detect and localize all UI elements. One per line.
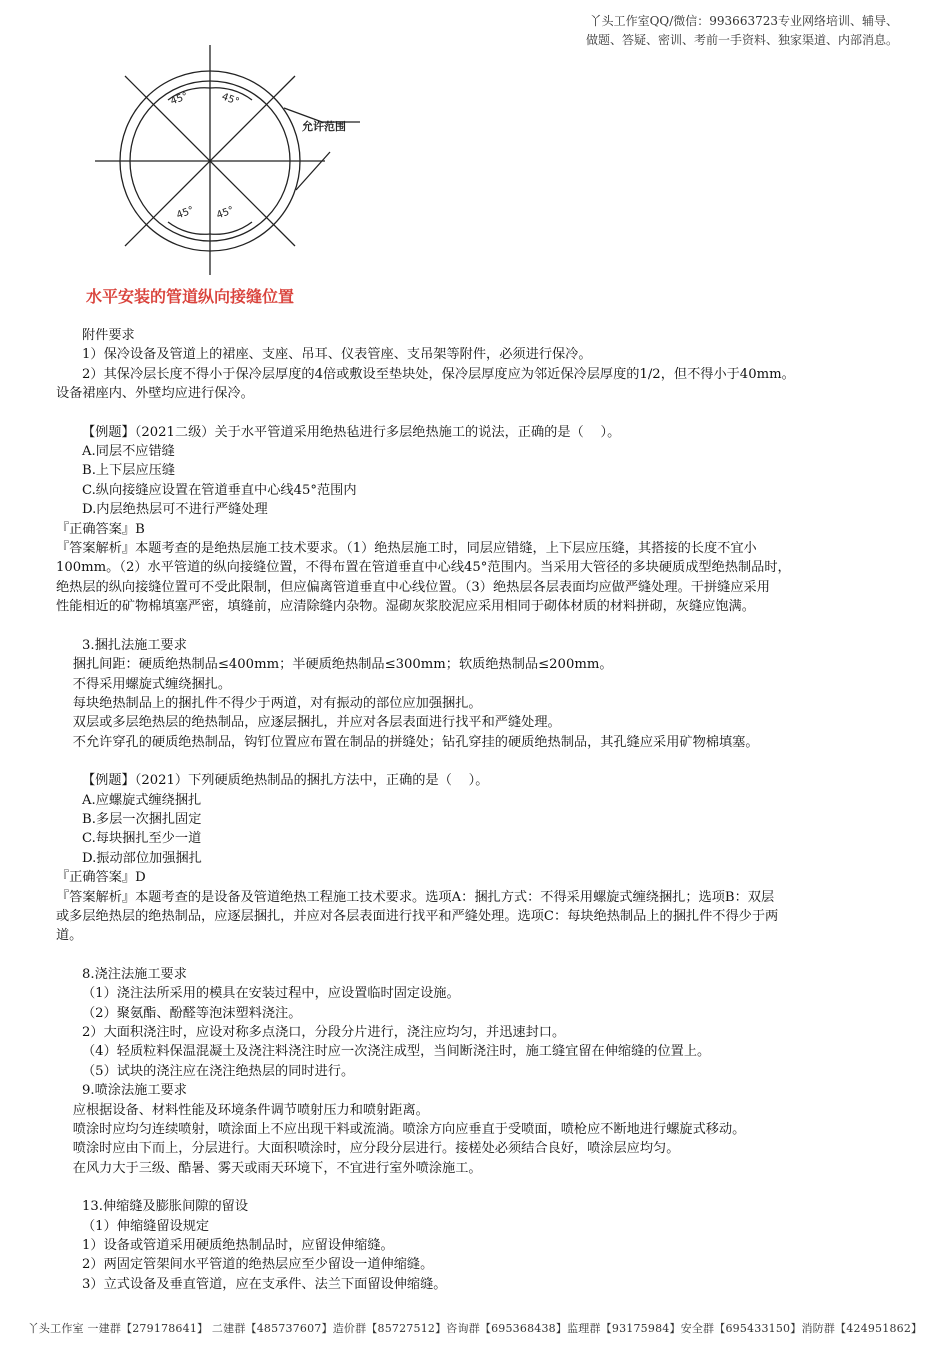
- paragraph: 每块绝热制品上的捆扎件不得少于两道，对有振动的部位应加强捆扎。: [56, 695, 482, 711]
- document-body: [56, 326, 896, 1294]
- paragraph: 或多层绝热层的绝热制品，应逐层捆扎，并应对各层表面进行找平和严缝处理。选项C：每块绝热制品上的捆扎件不得少于两: [56, 908, 779, 924]
- paragraph: 8.浇注法施工要求: [82, 966, 187, 982]
- paragraph: 喷涂时应均匀连续喷射，喷涂面上不应出现干料或流淌。喷涂方向应垂直于受喷面，喷枪应不断地进行螺旋式移动。: [56, 1122, 746, 1138]
- paragraph-gap: [56, 617, 896, 636]
- paragraph: 13.伸缩缝及膨胀间隙的留设: [82, 1199, 249, 1215]
- paragraph: 2）其保冷层长度不得小于保冷层厚度的4倍或敷设至垫块处，保冷层厚度应为邻近保冷层厚度的1/2，但不得小于40mm。: [82, 366, 795, 382]
- header-note: [538, 12, 898, 50]
- header-line-1: 丫头工作室QQ/微信：993663723专业网络培训、辅导、: [589, 14, 898, 28]
- paragraph: 【例题】（2021）下列硬质绝热制品的捆扎方法中，正确的是（ ）。: [82, 773, 489, 789]
- paragraph-gap: [56, 752, 896, 771]
- leader-line-2: [296, 152, 330, 190]
- paragraph: 不允许穿孔的硬质绝热制品，钩钉位置应布置在制品的拼缝处；钻孔穿挂的硬质绝热制品，其孔缝应采用矿物棉填塞。: [56, 734, 759, 750]
- paragraph: 2）两固定管架间水平管道的绝热层应至少留设一道伸缩缝。: [82, 1257, 434, 1273]
- paragraph: B.上下层应压缝: [82, 463, 176, 479]
- paragraph: 1）保冷设备及管道上的裙座、支座、吊耳、仪表管座、支吊架等附件，必须进行保冷。: [82, 347, 592, 363]
- paragraph: 性能相近的矿物棉填塞严密，填缝前，应清除缝内杂物。湿砌灰浆胶泥应采用相同于砌体材质的材料拼砌，灰缝应饱满。: [56, 599, 755, 615]
- paragraph: （1）浇注法所采用的模具在安装过程中，应设置临时固定设施。: [82, 986, 460, 1002]
- paragraph: D.内层绝热层可不进行严缝处理: [82, 502, 268, 518]
- angle-label-bottom-left: 45°: [175, 204, 196, 222]
- header-line-2: 做题、答疑、密训、考前一手资料、独家渠道、内部消息。: [585, 33, 898, 47]
- paragraph: 不得采用螺旋式缠绕捆扎。: [56, 676, 232, 692]
- paragraph: 『答案解析』本题考查的是绝热层施工技术要求。（1）绝热层施工时，同层应错缝，上下层应压缝，其搭接的长度不宜小: [56, 541, 757, 557]
- paragraph: （4）轻质粒料保温混凝土及浇注料浇注时应一次浇注成型，当间断浇注时，施工缝宜留在伸缩缝的位置上。: [82, 1044, 711, 1060]
- paragraph: 2）大面积浇注时，应设对称多点浇口，分段分片进行，浇注应均匀，并迅速封口。: [82, 1025, 566, 1040]
- paragraph: 1）设备或管道采用硬质绝热制品时，应留设伸缩缝。: [82, 1238, 394, 1254]
- paragraph: 3.捆扎法施工要求: [82, 637, 187, 653]
- paragraph: A.同层不应错缝: [82, 444, 175, 460]
- paragraph-gap: [56, 1178, 896, 1197]
- angle-label-top-left: 45°: [169, 90, 190, 108]
- paragraph: C.纵向接缝应设置在管道垂直中心线45°范围内: [82, 482, 357, 498]
- paragraph: 附件要求: [82, 328, 135, 343]
- allowed-range-label: 允许范围: [302, 120, 346, 133]
- paragraph: 应根据设备、材料性能及环境条件调节喷射压力和喷射距离。: [56, 1102, 429, 1118]
- paragraph: 绝热层的纵向接缝位置可不受此限制，但应偏离管道垂直中心线位置。（3）绝热层各层表面均应做严缝处理。干拼缝应采用: [56, 579, 770, 595]
- paragraph: 双层或多层绝热层的绝热制品，应逐层捆扎，并应对各层表面进行找平和严缝处理。: [56, 715, 561, 731]
- paragraph: 道。: [56, 928, 83, 944]
- paragraph: 设备裙座内、外壁均应进行保冷。: [56, 386, 254, 402]
- paragraph: 9.喷涂法施工要求: [82, 1083, 187, 1099]
- paragraph: （1）伸缩缝留设规定: [82, 1218, 210, 1234]
- paragraph: A.应螺旋式缠绕捆扎: [82, 792, 202, 808]
- paragraph: 捆扎间距：硬质绝热制品≤400mm；半硬质绝热制品≤300mm；软质绝热制品≤200mm。: [56, 657, 613, 673]
- pipe-seam-diagram: [60, 40, 390, 280]
- paragraph: 100mm。（2）水平管道的纵向接缝位置，不得布置在管道垂直中心线45°范围内。当采用大管径的多块硬质成型绝热制品时，: [56, 560, 791, 576]
- paragraph: 3）立式设备及垂直管道，应在支承件、法兰下面留设伸缩缝。: [82, 1276, 447, 1292]
- paragraph: 『答案解析』本题考查的是设备及管道绝热工程施工技术要求。选项A：捆扎方式：不得采用螺旋式缠绕捆扎；选项B：双层: [56, 889, 775, 905]
- paragraph-gap: [56, 404, 896, 423]
- paragraph-gap: [56, 946, 896, 965]
- paragraph: B.多层一次捆扎固定: [82, 811, 202, 827]
- paragraph: 【例题】（2021二级）关于水平管道采用绝热毡进行多层绝热施工的说法，正确的是（ ）。: [82, 424, 621, 440]
- paragraph: （2）聚氨酯、酚醛等泡沫塑料浇注。: [82, 1005, 302, 1021]
- paragraph: 『正确答案』B: [56, 521, 145, 537]
- paragraph: 『正确答案』D: [56, 870, 146, 886]
- angle-label-bottom-right: 45°: [215, 204, 236, 222]
- paragraph: 在风力大于三级、酷暑、雾天或雨天环境下，不宜进行室外喷涂施工。: [56, 1160, 482, 1176]
- angle-label-top-right: 45°: [220, 91, 241, 108]
- footer-groups: 丫头工作室 一建群【279178641】 二建群【485737607】造价群【85727512】咨询群【695368438】监理群【93175984】安全群【695433150】消防群【424951862】: [27, 1322, 923, 1335]
- paragraph: （5）试块的浇注应在浇注绝热层的同时进行。: [82, 1063, 355, 1079]
- paragraph: D.振动部位加强捆扎: [82, 850, 202, 866]
- paragraph: 喷涂时应由下而上，分层进行。大面积喷涂时，应分段分层进行。接槎处必须结合良好，喷涂层应均匀。: [56, 1141, 680, 1157]
- figure-caption: 水平安装的管道纵向接缝位置: [86, 287, 295, 306]
- paragraph: C.每块捆扎至少一道: [82, 831, 202, 847]
